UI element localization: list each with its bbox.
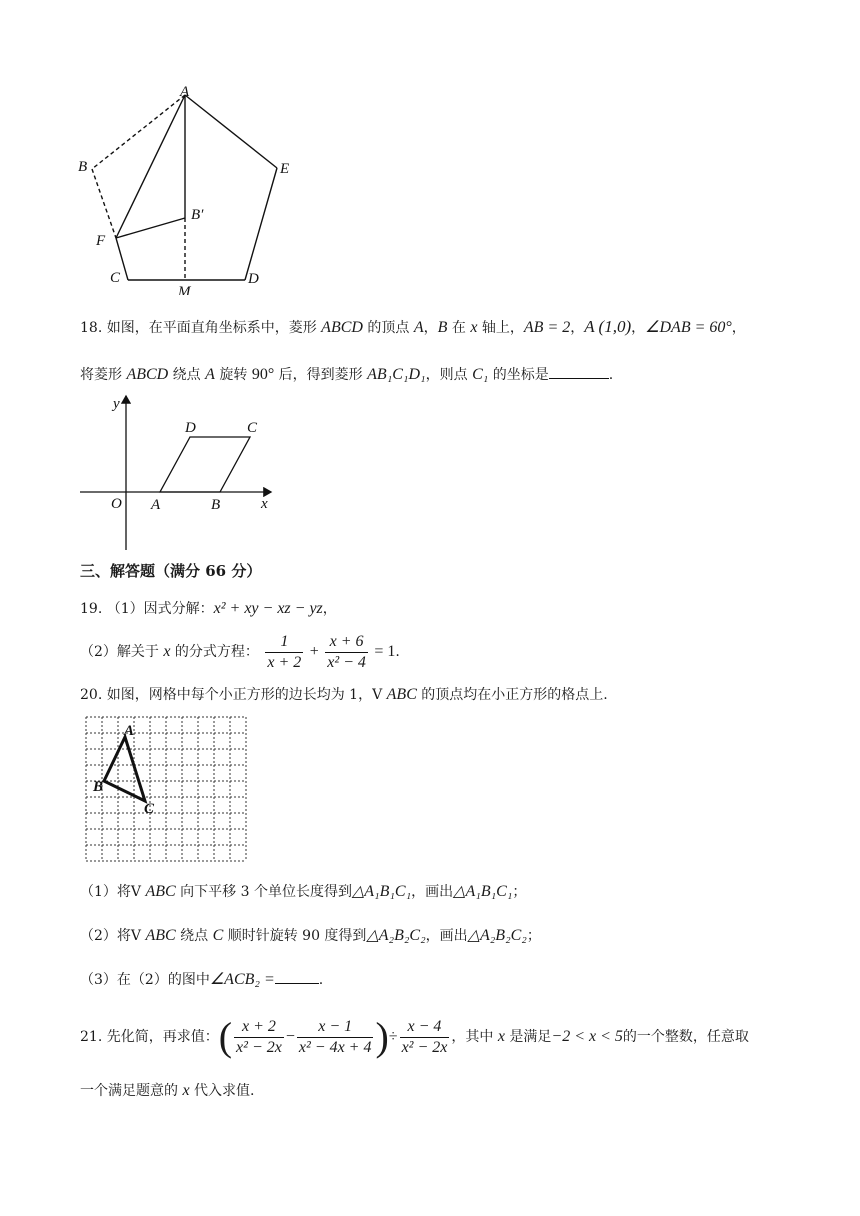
triangle-ABC (104, 737, 145, 801)
figure-coordinate-plane (75, 392, 285, 552)
q19-part2: （2）解关于 x 的分式方程： $\frac{1}{x + 2}$ + $\frac{x + 6}{\text{x² − 4}}$ = 1. (80, 632, 400, 671)
label-B: B (78, 159, 88, 175)
figure-pentagon (70, 85, 310, 295)
q19-fraction-2: $\frac{x + 6}{\text{x² − 4}}$ (327, 632, 366, 671)
edge-ED (245, 168, 277, 280)
label-F: F (96, 233, 106, 249)
q18-line1: 18. 如图，在平面直角坐标系中，菱形 ABCD 的顶点 A，B 在 x 轴上，AB = 2，A (1,0)，∠DAB = 60°， (80, 317, 746, 336)
label-Bprime: B′ (191, 207, 204, 223)
edge-AF (116, 95, 185, 238)
q20-part2: （2）将V ABC 绕点 C 顺时针旋转 90 度得到△A₂B₂C₂，画出△A₂B₂C₂； (80, 927, 541, 944)
q21-fraction-3: $\frac{x - 4}{\text{x² − 2x}}$ (401, 1017, 448, 1056)
label-C: C (144, 801, 155, 817)
q21-fraction-2: $\frac{x - 1}{\text{x² − 4x + 4}}$ (298, 1017, 372, 1056)
q19-part1: 19. （1）因式分解：x² + xy − xz − yz， (80, 600, 337, 617)
label-A: A (151, 497, 161, 513)
label-B: B (211, 497, 221, 513)
label-M: M (178, 284, 191, 295)
q19-fraction-1: $\frac{1}{x + 2}$ (267, 632, 302, 671)
edge-BF-dashed (92, 169, 116, 238)
label-y: y (113, 396, 120, 412)
q18-line2: 将菱形 ABCD 绕点 A 旋转 90° 后，得到菱形 AB₁C₁D₁，则点 C₁ 的坐标是 . (80, 366, 614, 383)
q21-line2: 一个满足题意的 x 代入求值. (80, 1082, 255, 1099)
label-E: E (280, 161, 290, 177)
label-C: C (247, 420, 258, 436)
rhombus-ABCD (160, 437, 250, 492)
edge-AB-dashed (92, 95, 185, 169)
figure-grid (82, 713, 248, 865)
q21-line1: 21. 先化简，再求值：( $\frac{x + 2}{\text{x² − 2x}}$ − $\frac{x - 1}{\text{x² − 4x + 4}}$ )÷ $\frac{x - 4}{\text{x² − 2x}}$ ，其中 x 是满足−2 < x < 5的一个整数，任意取 (80, 1014, 749, 1059)
section-heading: 三、解答题（满分 66 分） (80, 562, 262, 580)
label-C: C (110, 270, 121, 286)
q21-fraction-1: $\frac{x + 2}{\text{x² − 2x}}$ (236, 1017, 282, 1056)
label-x: x (261, 496, 268, 512)
label-O: O (111, 496, 122, 512)
edge-FBp (116, 218, 185, 238)
label-D: D (185, 420, 196, 436)
label-D: D (248, 271, 259, 287)
q20-part1: （1）将V ABC 向下平移 3 个单位长度得到△A₁B₁C₁，画出△A₁B₁C₁； (80, 883, 527, 900)
q20-intro: 20. 如图，网格中每个小正方形的边长均为 1，V ABC 的顶点均在小正方形的格点上. (80, 686, 608, 703)
label-B: B (93, 779, 104, 795)
q20-part3: （3）在（2）的图中∠ACB₂ = . (80, 971, 324, 988)
q20-answer-blank (275, 969, 319, 984)
label-A: A (124, 723, 135, 739)
label-A: A (180, 85, 190, 100)
q18-answer-blank (549, 364, 609, 379)
edge-AE (185, 95, 277, 168)
grid-lines (86, 717, 246, 861)
